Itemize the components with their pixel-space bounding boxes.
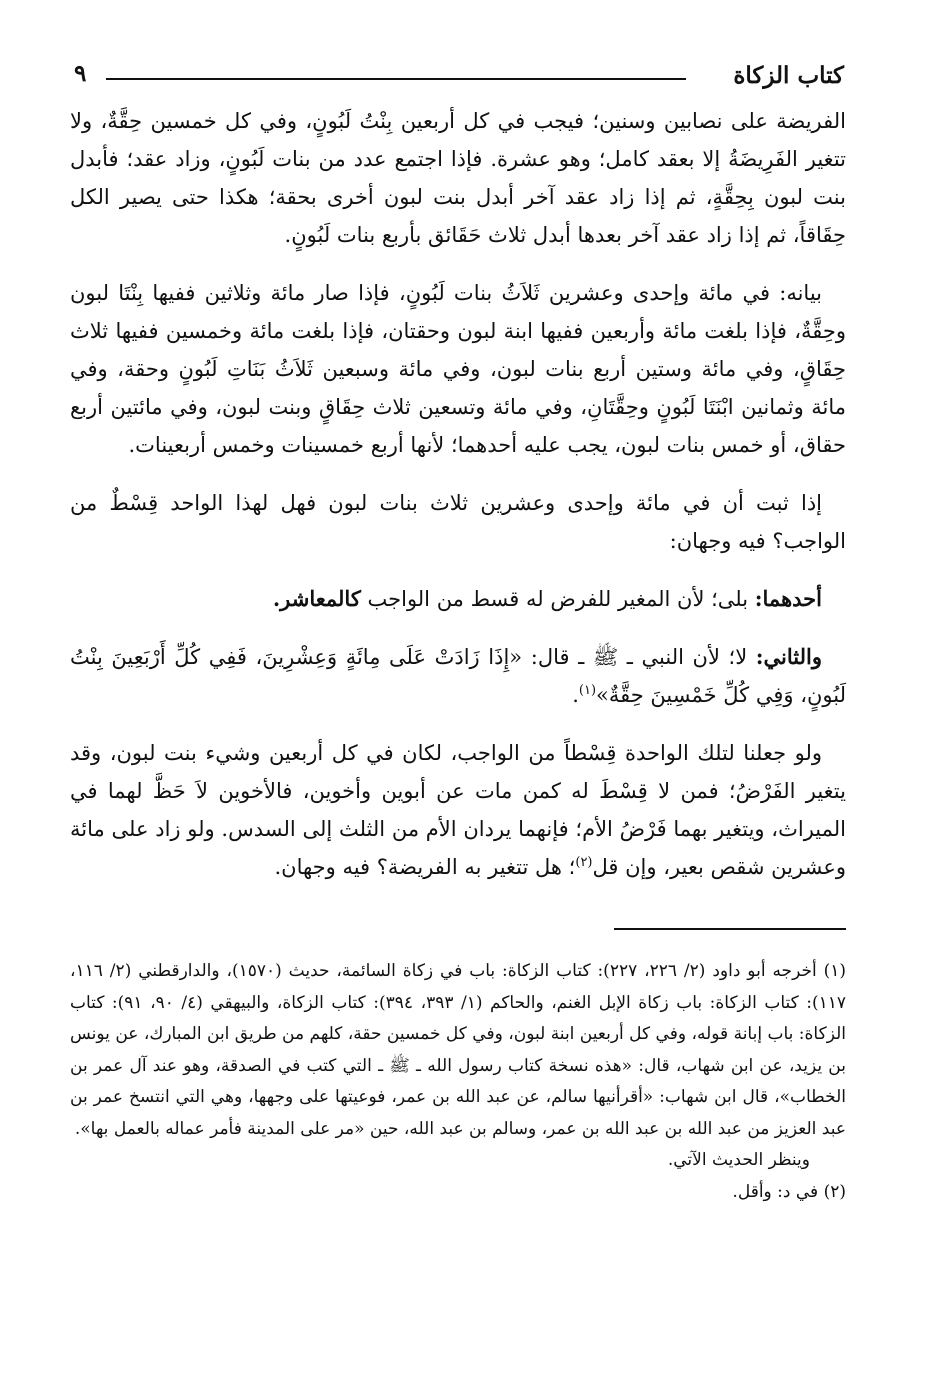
footnote-separator [614,928,846,930]
first-view-text: بلى؛ لأن المغير للفرض له قسط من الواجب [360,587,755,611]
paragraph-nisab: الفريضة على نصابين وسنين؛ فيجب في كل أربعين بِنْتُ لَبُونٍ، وفي كل خمسين حِقَّةٌ، ولا تتغير الفَرِيضَةُ إلا بعقد كامل؛ وهو عشرة. فإذا اجتمع عدد من بنات لَبُونٍ، وزاد عقد؛ فأبدل بنت لبون بِحِقَّةٍ، ثم إذا زاد عقد آخر أبدل بنت لبون أخرى بحقة؛ هكذا حتى يصير الكل حِقَاقاً، ثم إذا زاد عقد آخر بعدها أبدل ثلاث حَقَائق بأربع بنات لَبُونٍ. [70,109,846,247]
second-view-text: لا؛ لأن النبي ـ ﷺ ـ قال: «إِذَا زَادَتْ عَلَى مِائَةٍ وَعِشْرِينَ، فَفِي كُلِّ أَرْبَعِينَ بِنْتُ لَبُونٍ، وَفِي كُلِّ خَمْسِينَ حِقَّةٌ» [70,645,846,707]
footnote-ref-2[interactable]: (٢) [575,855,593,870]
paragraph-last [70,734,846,886]
footnote-2 [70,1177,846,1209]
footnote-2-marker: (٢) [823,1181,846,1202]
chapter-title: كتاب الزكاة [733,62,844,89]
footnote-1 [70,956,846,1145]
paragraph-question: إذا ثبت أن في مائة وإحدى وعشرين ثلاث بنات لبون فهل لهذا الواحد قِسْطٌ من الواجب؟ فيه وجهان: [70,491,846,553]
paragraph-explanation: بيانه: في مائة وإحدى وعشرين ثَلاَثُ بنات لَبُونٍ، فإذا صار مائة وثلاثين ففيها بِنْتَا لبون وحِقَّةٌ، فإذا بلغت مائة وأربعين ففيها ابنة لبون وحقتان، فإذا بلغت مائة وخمسين ففيها ثلاث حِقَاقٍ، وفي مائة وستين أربع بنات لبون، وفي مائة وسبعين ثَلاَثُ بَنَاتِ لَبُونٍ وحقة، وفي مائة وثمانين ابْنَتَا لَبُونٍ وحِقَّتَانِ، وفي مائة وتسعين ثلاث حِقَاقٍ وبنت لبون، وفي مائتين أربع حقاق، أو خمس بنات لبون، يجب عليه أحدهما؛ لأنها أربع خمسينات وخمس أربعينات. [70,281,846,457]
footnote-1-see-also: وينظر الحديث الآتي. [667,1150,810,1170]
footnote-1-marker: (١) [823,961,847,981]
running-head [70,56,846,102]
footnote-2-text: في د: وأقل. [732,1181,819,1202]
second-view-end: . [572,683,579,707]
paragraph-second-view [70,638,846,714]
first-view-emphasis: كالمعاشر. [272,586,361,611]
page-number: ٩ [74,60,87,87]
page-body [70,56,846,1208]
footnote-1-text: أخرجه أبو داود (٢/ ٢٢٦، ٢٢٧): كتاب الزكاة: باب في زكاة السائمة، حديث (١٥٧٠)، والدارقطني (٢/ ١١٦، ١١٧): كتاب الزكاة: باب زكاة الإبل الغنم، والحاكم (١/ ٣٩٣، ٣٩٤): كتاب الزكاة، والبيهقي (٤/ ٩٠، ٩١): كتاب الزكاة: باب إبانة قوله، وفي كل أربعين ابنة لبون، وفي كل خمسين حقة، كلهم من طريق ابن المبارك، عن يونس بن يزيد، عن ابن شهاب، قال: «هذه نسخة كتاب رسول الله ـ ﷺ ـ التي كتب في الصدقة، وهو عند آل عمر بن الخطاب»، قال ابن شهاب: «أقرأنيها سالم، عن عبد الله بن عمر، فوعيتها على وجهها، وهي التي انتسخ عمر بن عبد العزيز من عبد الله بن عبد الله بن عمر، وسالم بن عبد الله، حين «مر على المدينة فأمر عماله بالعمل بها». [70,961,847,1139]
first-view-label: أحدهما: [754,586,822,611]
last-paragraph-text: ولو جعلنا لتلك الواحدة قِسْطاً من الواجب، لكان في كل أربعين وشيء بنت لبون، وقد يتغير الفَرْضُ؛ فمن لا قِسْطَ له كمن مات عن أبوين وأخوين، فالأخوين لاَ حَظَّ لهما في الميراث، ويتغير بهما فَرْضُ الأم؛ فإنهما يردان الأم من الثلث إلى السدس. ولو زاد على مائة وعشرين شقص بعير، وإن قل [70,741,846,879]
header-rule [106,78,686,80]
paragraph-first-view [70,580,846,618]
footnote-ref-1[interactable]: (١) [578,683,597,698]
last-paragraph-end: ؛ هل تتغير به الفريضة؟ فيه وجهان. [274,855,576,879]
footnotes [70,956,846,1208]
second-view-label: والثاني: [755,644,822,669]
